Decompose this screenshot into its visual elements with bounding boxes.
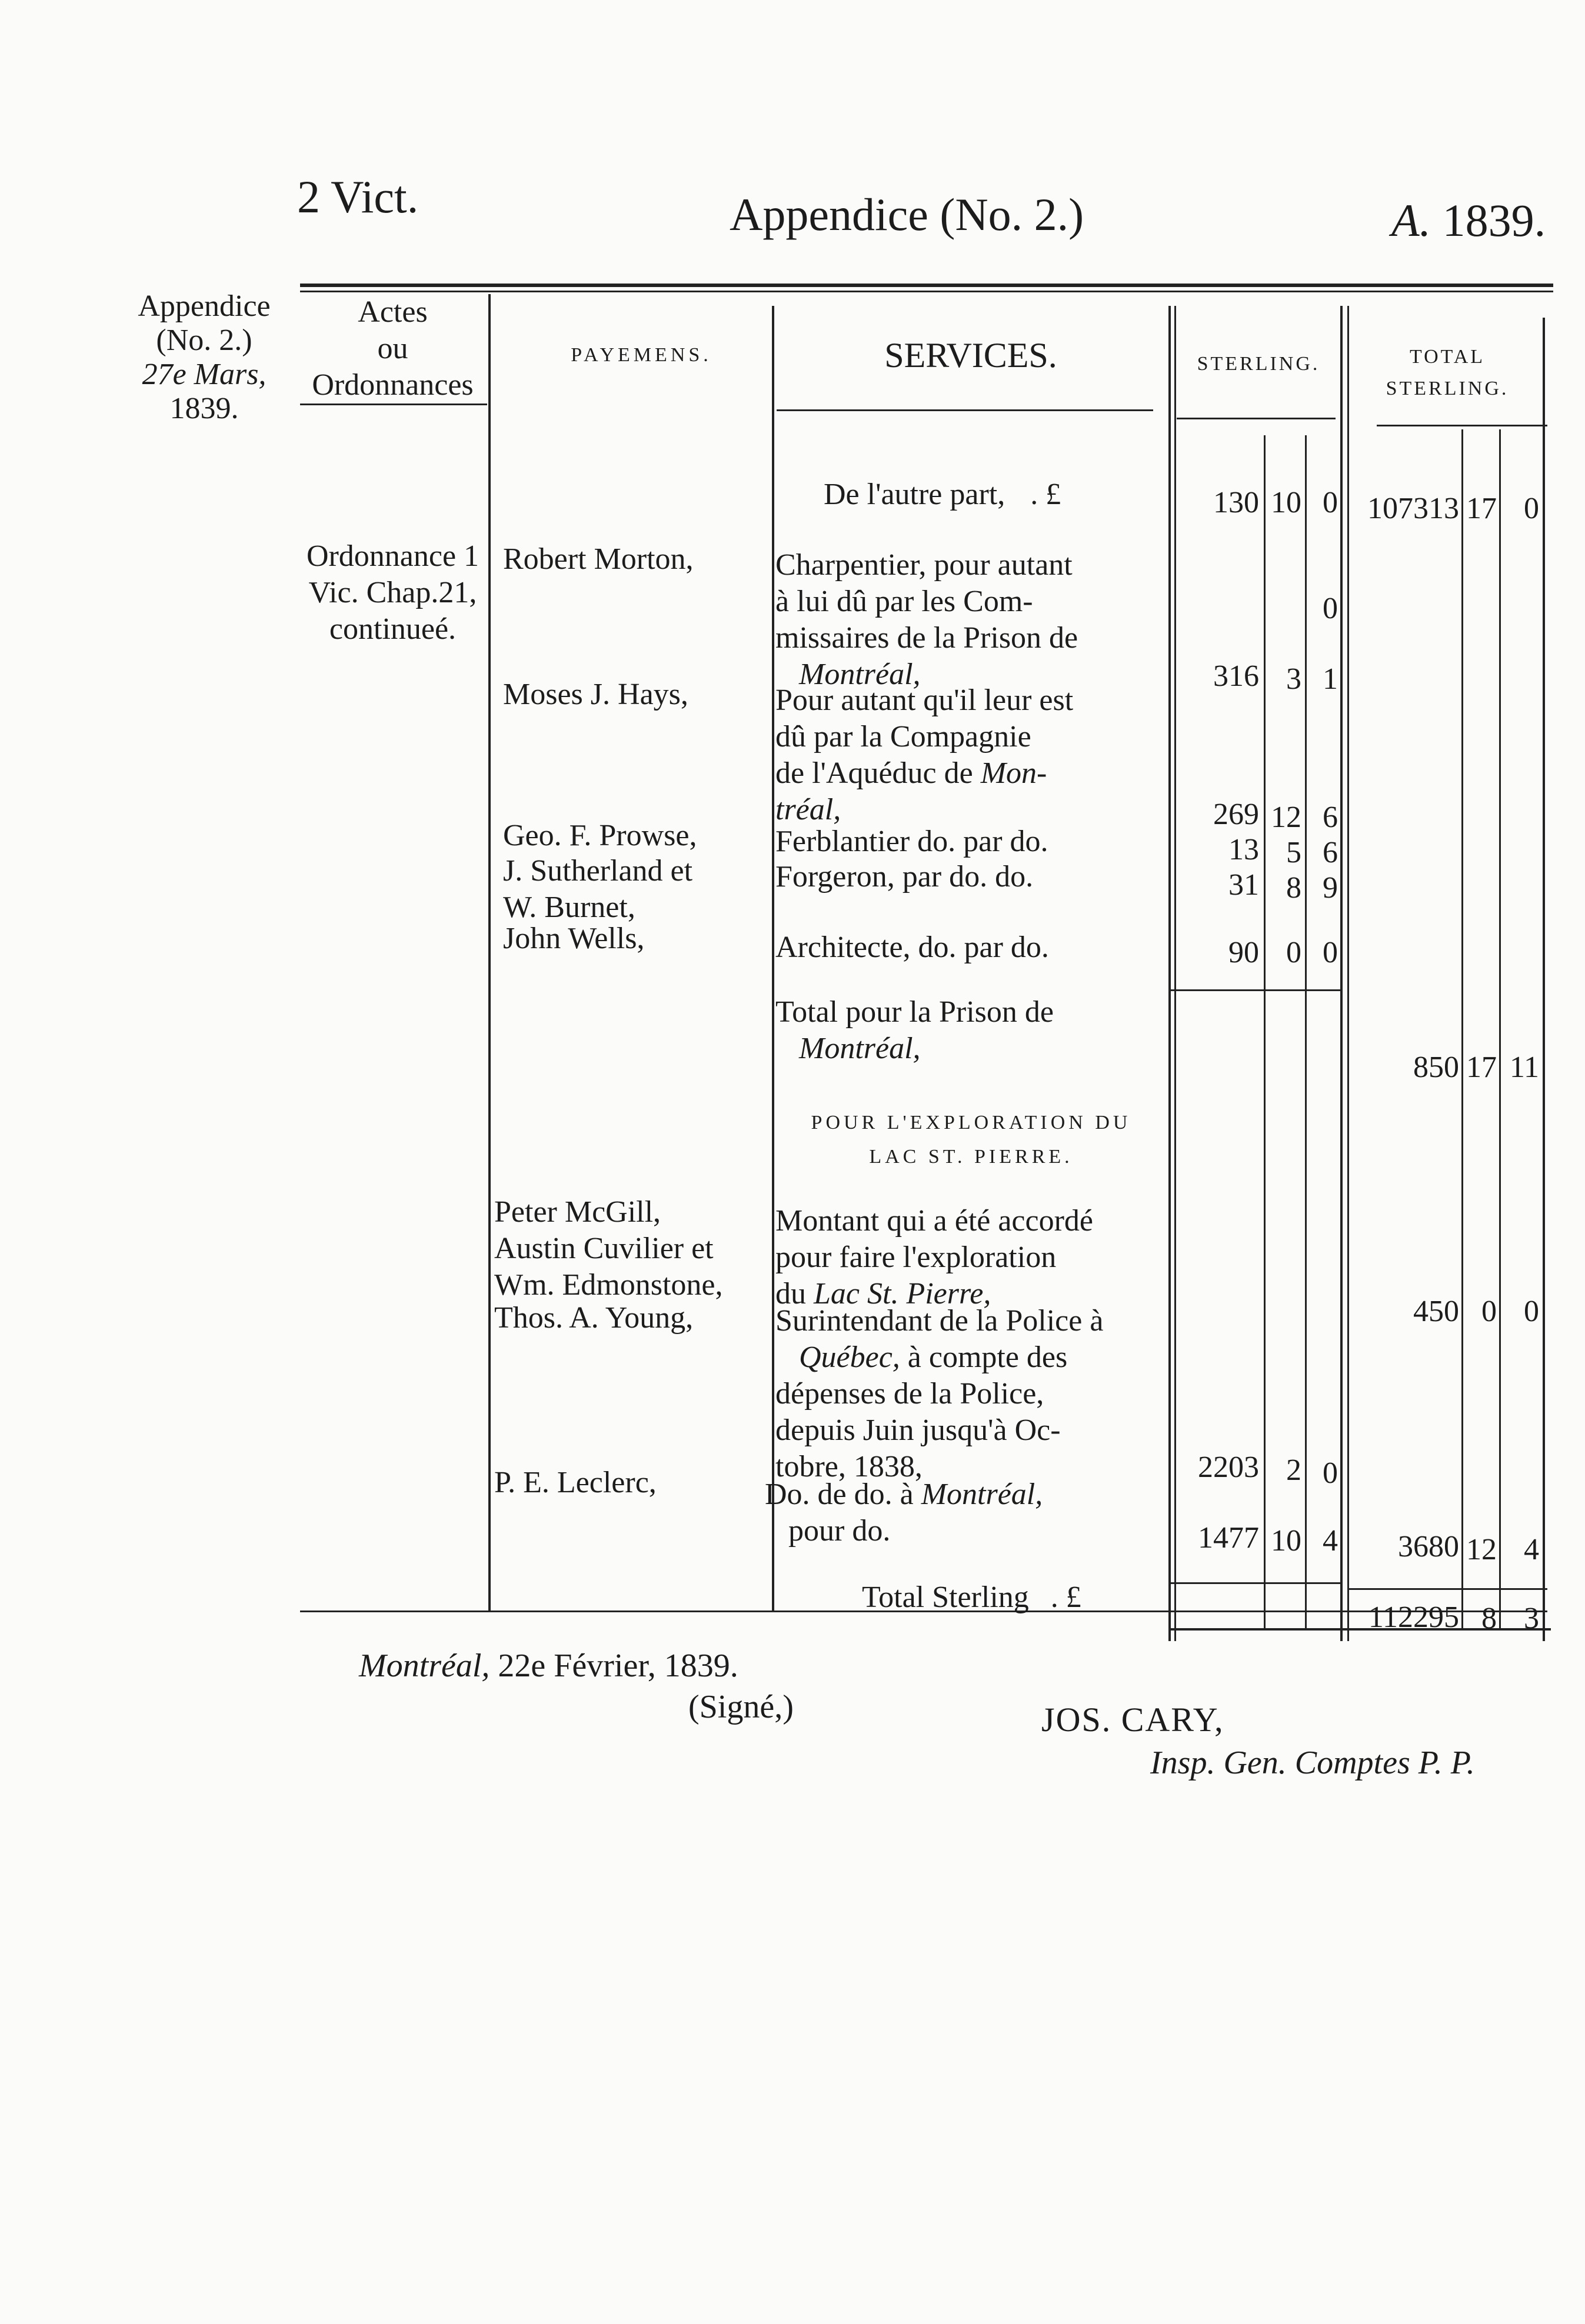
footer-place: Montréal, <box>359 1648 490 1684</box>
police-t1: 3680 <box>1398 1530 1459 1563</box>
payee-moses-hays: Moses J. Hays, <box>503 678 688 711</box>
running-head-year: 1839. <box>1442 195 1546 246</box>
subtotal-rule-police <box>1171 1582 1341 1584</box>
row4-s2: 5 <box>1286 836 1301 869</box>
col-header-services: SERVICES. <box>884 336 1057 375</box>
total-prison-place: Montréal, <box>799 1032 921 1065</box>
row1-s3: 0 <box>1323 592 1338 625</box>
margin-note <box>125 289 284 426</box>
col-header-payemens: PAYEMENS. <box>571 344 712 366</box>
row4-s3: 6 <box>1323 836 1338 869</box>
header-rule-services <box>777 409 1153 411</box>
grand-total-symbol: . £ <box>1050 1581 1081 1614</box>
footer-signed: (Signé,) <box>688 1689 794 1725</box>
payee-robert-morton: Robert Morton, <box>503 542 694 576</box>
grand-total-text: Total Sterling <box>862 1581 1029 1614</box>
footer-date: 22e Février, 1839. <box>498 1648 738 1684</box>
total-rule-upper <box>1347 1588 1547 1590</box>
service-text: Do. de do. à <box>765 1478 914 1511</box>
margin-note-line3: 27e Mars, <box>142 358 267 391</box>
running-head-center: Appendice (No. 2.) <box>730 189 1084 240</box>
running-head-prefix: A. <box>1391 195 1431 246</box>
subtotal-rule-prison <box>1171 989 1341 991</box>
total-prison-text: Total pour la Prison de <box>775 995 1054 1029</box>
service-exploration <box>775 1203 1167 1312</box>
row4-s1: 13 <box>1228 833 1259 866</box>
payee-leclerc: P. E. Leclerc, <box>494 1466 657 1499</box>
carried-s1: 130 <box>1213 486 1259 519</box>
grand-total-label <box>862 1579 1081 1616</box>
header-rule-actes <box>300 404 487 405</box>
row4-s1b: 31 <box>1228 868 1259 902</box>
col-header-total: TOTAL STERLING. <box>1386 346 1509 399</box>
total-prison-t1: 850 <box>1413 1051 1459 1084</box>
young-s3: 0 <box>1323 1456 1338 1490</box>
grand-total-t3: 3 <box>1524 1602 1539 1635</box>
col-header-sterling: STERLING. <box>1197 353 1320 375</box>
police-t3: 4 <box>1524 1533 1539 1566</box>
carried-s3: 0 <box>1323 486 1338 519</box>
row5-s2: 0 <box>1286 936 1301 969</box>
col-header-actes: Actes ou Ordonnances <box>312 295 474 402</box>
exploration-t3: 0 <box>1524 1295 1539 1328</box>
col-rule-1 <box>488 294 491 1612</box>
margin-note-line1: Appendice <box>138 289 271 323</box>
total-prison-t3: 11 <box>1509 1051 1539 1084</box>
grand-total-t1: 112295 <box>1368 1601 1459 1634</box>
leclerc-s3: 4 <box>1323 1524 1338 1558</box>
footer-signatory-title: Insp. Gen. Comptes P. P. <box>1150 1745 1475 1781</box>
service-text: Surintendant de la Police à <box>775 1304 1104 1338</box>
police-t2: 12 <box>1466 1533 1497 1566</box>
service-moses-hays <box>775 682 1167 828</box>
service-prowse: Ferblantier do. par do. <box>775 825 1048 858</box>
section-heading-line2: LAC ST. PIERRE. <box>869 1146 1073 1168</box>
carried-label <box>824 476 1061 513</box>
carried-t1: 107313 <box>1367 492 1459 525</box>
service-place: Montréal, <box>799 658 921 691</box>
col-rule-3b <box>1174 306 1176 1641</box>
service-leclerc <box>765 1476 1167 1549</box>
margin-note-line4: 1839. <box>169 392 239 425</box>
exploration-t2: 0 <box>1481 1295 1497 1328</box>
footer-signatory: JOS. CARY, <box>1041 1701 1224 1739</box>
young-s2: 2 <box>1286 1453 1301 1487</box>
row3-s2: 12 <box>1271 801 1301 834</box>
col-rule-5 <box>1543 318 1545 1641</box>
service-place: Montréal, <box>921 1478 1043 1511</box>
carried-symbol: . £ <box>1030 478 1061 511</box>
service-text: Charpentier, pour autant à lui dû par les Com- missaires de la Prison de <box>775 548 1078 655</box>
top-rule <box>300 284 1553 287</box>
row4-s2b: 8 <box>1286 871 1301 905</box>
carried-s2: 10 <box>1271 486 1301 519</box>
service-text-cont: pour do. <box>788 1514 891 1548</box>
service-place: Québec, <box>799 1341 900 1374</box>
service-wells: Architecte, do. par do. <box>775 931 1049 964</box>
carried-label-text: De l'autre part, <box>824 478 1005 511</box>
carried-t2: 17 <box>1466 492 1497 525</box>
carried-t3: 0 <box>1524 492 1539 525</box>
payee-thos-young: Thos. A. Young, <box>494 1301 694 1335</box>
row5-s3: 0 <box>1323 936 1338 969</box>
running-head-right <box>1391 194 1546 247</box>
header-rule-total <box>1377 425 1547 426</box>
service-sutherland: Forgeron, par do. do. <box>775 860 1034 893</box>
exploration-t1: 450 <box>1413 1295 1459 1328</box>
col-rule-t3 <box>1499 429 1501 1629</box>
service-text-cont: à compte des dépenses de la Police, depuis Juin jusqu'à Oc- tobre, 1838, <box>775 1341 1068 1483</box>
grand-total-t2: 8 <box>1481 1602 1497 1635</box>
service-text: Pour autant qu'il leur est dû par la Compagnie de l'Aquéduc de <box>775 683 1074 790</box>
row3-s3: 6 <box>1323 801 1338 834</box>
col-rule-4b <box>1347 306 1349 1641</box>
row4-s3b: 9 <box>1323 871 1338 905</box>
total-prison-label <box>775 994 1167 1067</box>
top-rule-thin <box>300 291 1553 292</box>
total-prison-t2: 17 <box>1466 1051 1497 1084</box>
service-young <box>775 1303 1167 1485</box>
service-place: Lac St. Pierre, <box>814 1277 991 1311</box>
margin-note-line2: (No. 2.) <box>156 324 252 357</box>
header-rule-sterling <box>1177 418 1336 419</box>
col-rule-s2 <box>1264 435 1266 1629</box>
row3-s1: 269 <box>1213 798 1259 831</box>
payee-sutherland-burnet: J. Sutherland et W. Burnet, <box>503 854 693 924</box>
service-text: Montant qui a été accordé pour faire l'exploration du <box>775 1204 1093 1311</box>
payee-mcgill-group: Peter McGill, Austin Cuvilier et Wm. Edmonstone, <box>494 1195 723 1302</box>
row2-s3: 1 <box>1323 662 1338 696</box>
payee-geo-prowse: Geo. F. Prowse, <box>503 819 697 852</box>
footer-place-date <box>359 1647 738 1685</box>
section-heading <box>775 1106 1167 1174</box>
row2-s1: 316 <box>1213 659 1259 693</box>
row5-s1: 90 <box>1228 936 1259 969</box>
running-head-left: 2 Vict. <box>297 171 419 222</box>
col-rule-t2 <box>1461 429 1463 1629</box>
section-heading-line1: POUR L'EXPLORATION DU <box>811 1112 1131 1133</box>
acte-reference: Ordonnance 1 Vic. Chap.21, continueé. <box>306 539 480 646</box>
row2-s2: 3 <box>1286 662 1301 696</box>
col-rule-s3 <box>1305 435 1307 1629</box>
service-place: Mon- tréal, <box>775 756 1047 826</box>
col-rule-2 <box>772 306 774 1612</box>
leclerc-s1: 1477 <box>1198 1521 1259 1555</box>
service-robert-morton <box>775 547 1167 693</box>
col-rule-4 <box>1340 306 1343 1641</box>
payee-john-wells: John Wells, <box>503 922 645 955</box>
young-s1: 2203 <box>1198 1451 1259 1484</box>
leclerc-s2: 10 <box>1271 1524 1301 1558</box>
col-rule-3 <box>1168 306 1171 1641</box>
